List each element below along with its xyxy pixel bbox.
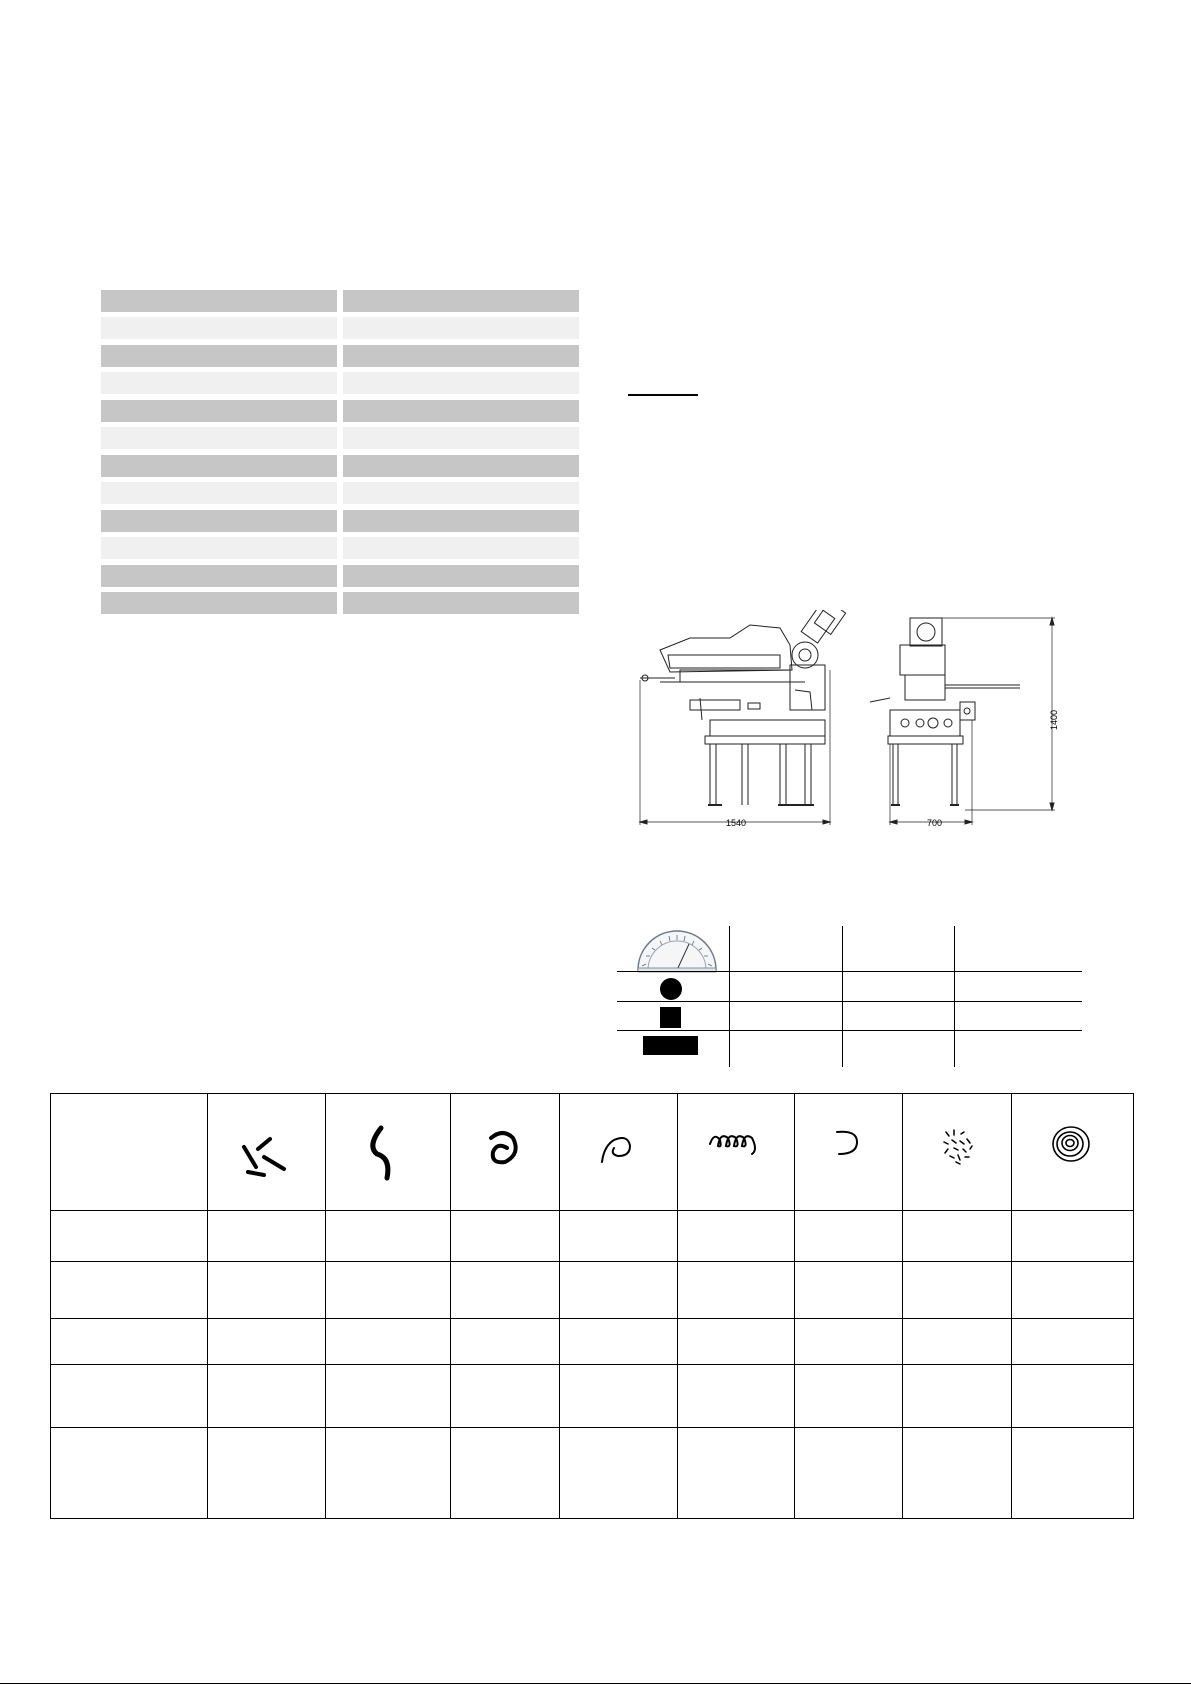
grid-line [677,1094,678,1518]
spiral-chip-icon [481,1124,525,1174]
spec-row [101,317,579,339]
chip-types-table [50,1093,1134,1519]
spec-cell [343,317,579,339]
spec-cell [101,565,337,587]
spec-cell [101,455,337,477]
powder-chips-icon [936,1124,980,1168]
spec-cell [343,455,579,477]
spec-row [101,482,579,504]
spec-row [101,455,579,477]
spec-row [101,290,579,312]
spec-cell [343,400,579,422]
dimension-width: 700 [927,818,943,828]
curved-chip-icon [361,1124,401,1182]
machine-dimension-drawing [630,610,1070,840]
tight-spiral-chip-icon [1049,1122,1093,1166]
footer-rule [0,1683,1191,1684]
coil-chip-icon [706,1124,766,1160]
grid-line [617,971,1082,972]
spec-cell [101,400,337,422]
protractor-icon [634,926,720,974]
spec-row [101,537,579,559]
spec-row [101,592,579,614]
grid-line [902,1094,903,1518]
grid-line [954,926,955,1067]
grid-line [51,1427,1133,1428]
spec-cell [343,290,579,312]
spec-cell [343,372,579,394]
spec-cell [101,482,337,504]
broken-chips-icon [236,1129,292,1179]
grid-line [1011,1094,1012,1518]
spec-cell [101,317,337,339]
grid-line [51,1261,1133,1262]
spec-cell [343,537,579,559]
spec-cell [343,510,579,532]
dimension-length: 1540 [726,818,747,828]
grid-line [51,1210,1133,1211]
arc-chip-icon [831,1126,865,1160]
spec-cell [101,510,337,532]
grid-line [450,1094,451,1518]
spec-cell [343,482,579,504]
spec-row [101,345,579,367]
grid-line [617,1001,1082,1002]
rectangular-section-icon [643,1036,698,1055]
spec-cell [101,290,337,312]
spec-cell [101,345,337,367]
grid-line [51,1364,1133,1365]
spec-row [101,372,579,394]
heading-underline [628,394,698,396]
grid-line [794,1094,795,1518]
grid-line [325,1094,326,1518]
spec-row [101,427,579,449]
dimension-height: 1400 [1049,709,1060,731]
spec-cell [101,427,337,449]
spec-cell [101,592,337,614]
spec-cell [343,592,579,614]
grid-line [617,1030,1082,1031]
spec-cell [101,372,337,394]
spec-cell [343,427,579,449]
spec-row [101,565,579,587]
loose-curl-chip-icon [596,1124,640,1168]
spec-row [101,510,579,532]
grid-line [842,926,843,1067]
grid-line [729,926,730,1067]
round-section-icon [659,977,683,1001]
grid-line [207,1094,208,1518]
spec-row [101,400,579,422]
spec-cell [343,345,579,367]
grid-line [559,1094,560,1518]
square-section-icon [660,1007,681,1028]
spec-cell [343,565,579,587]
grid-line [51,1318,1133,1319]
spec-cell [101,537,337,559]
